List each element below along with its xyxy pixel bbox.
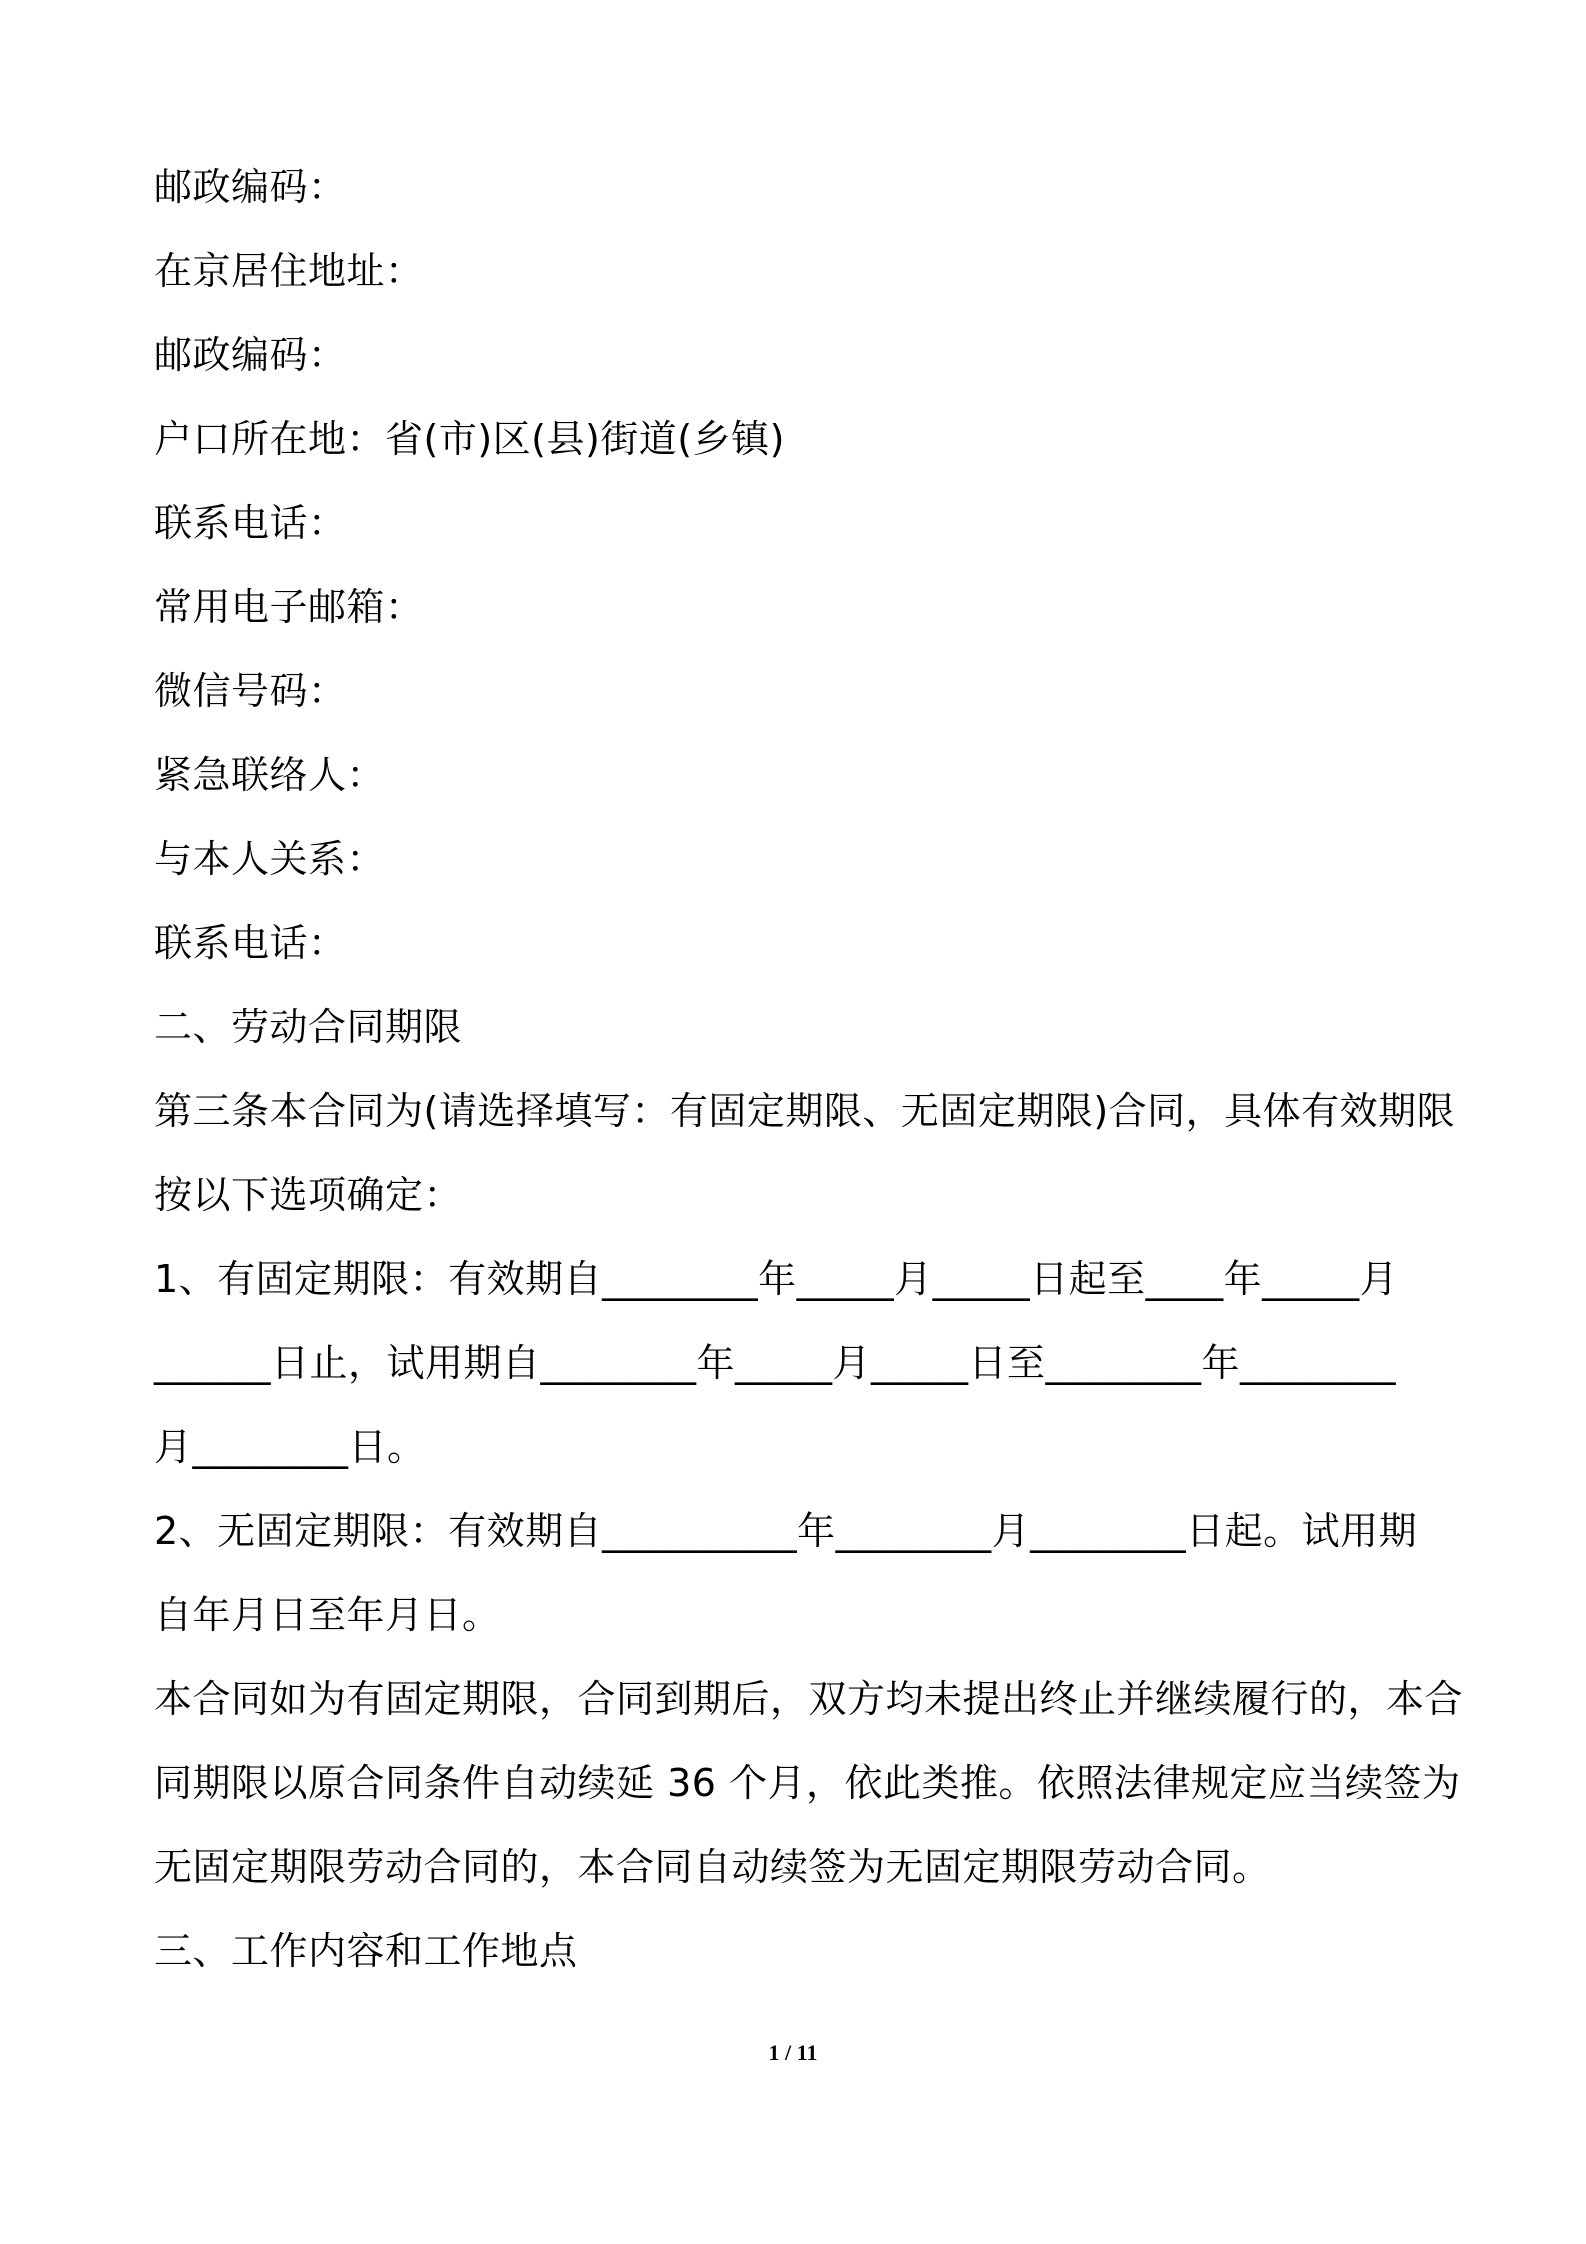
field-household-registration: 户口所在地：省(市)区(县)街道(乡镇) [154, 417, 785, 461]
paragraph-line: 本合同如为有固定期限，合同到期后，双方均未提出终止并继续履行的，本合 [154, 1677, 1464, 1721]
paragraph-line: ______日止，试用期自________年_____月_____日至________年________ [154, 1341, 1397, 1385]
section-heading-contract-term: 二、劳动合同期限 [154, 1005, 463, 1049]
section-heading-work-content: 三、工作内容和工作地点 [154, 1929, 578, 1973]
paragraph-line: 按以下选项确定： [154, 1173, 463, 1217]
field-postal-code: 邮政编码： [154, 165, 347, 209]
paragraph-line: 第三条本合同为(请选择填写：有固定期限、无固定期限)合同，具体有效期限 [154, 1089, 1456, 1133]
field-wechat: 微信号码： [154, 669, 347, 713]
paragraph-line: 月________日。 [154, 1425, 426, 1469]
field-relationship: 与本人关系： [154, 837, 386, 881]
page-number: 1 / 11 [768, 2040, 818, 2065]
paragraph-line: 自年月日至年月日。 [154, 1593, 501, 1637]
field-postal-code-2: 邮政编码： [154, 333, 347, 377]
field-email: 常用电子邮箱： [154, 585, 424, 629]
field-contact-phone: 联系电话： [154, 921, 347, 965]
field-phone: 联系电话： [154, 501, 347, 545]
paragraph-line: 无固定期限劳动合同的，本合同自动续签为无固定期限劳动合同。 [154, 1845, 1271, 1889]
paragraph-line: 同期限以原合同条件自动续延 36 个月，依此类推。依照法律规定应当续签为 [154, 1761, 1461, 1805]
paragraph-line: 1、有固定期限：有效期自________年_____月_____日起至____年_____月 [154, 1257, 1399, 1301]
field-emergency-contact: 紧急联络人： [154, 753, 386, 797]
paragraph-line: 2、无固定期限：有效期自__________年________月________日起。试用期 [154, 1509, 1418, 1553]
field-beijing-address: 在京居住地址： [154, 249, 424, 293]
